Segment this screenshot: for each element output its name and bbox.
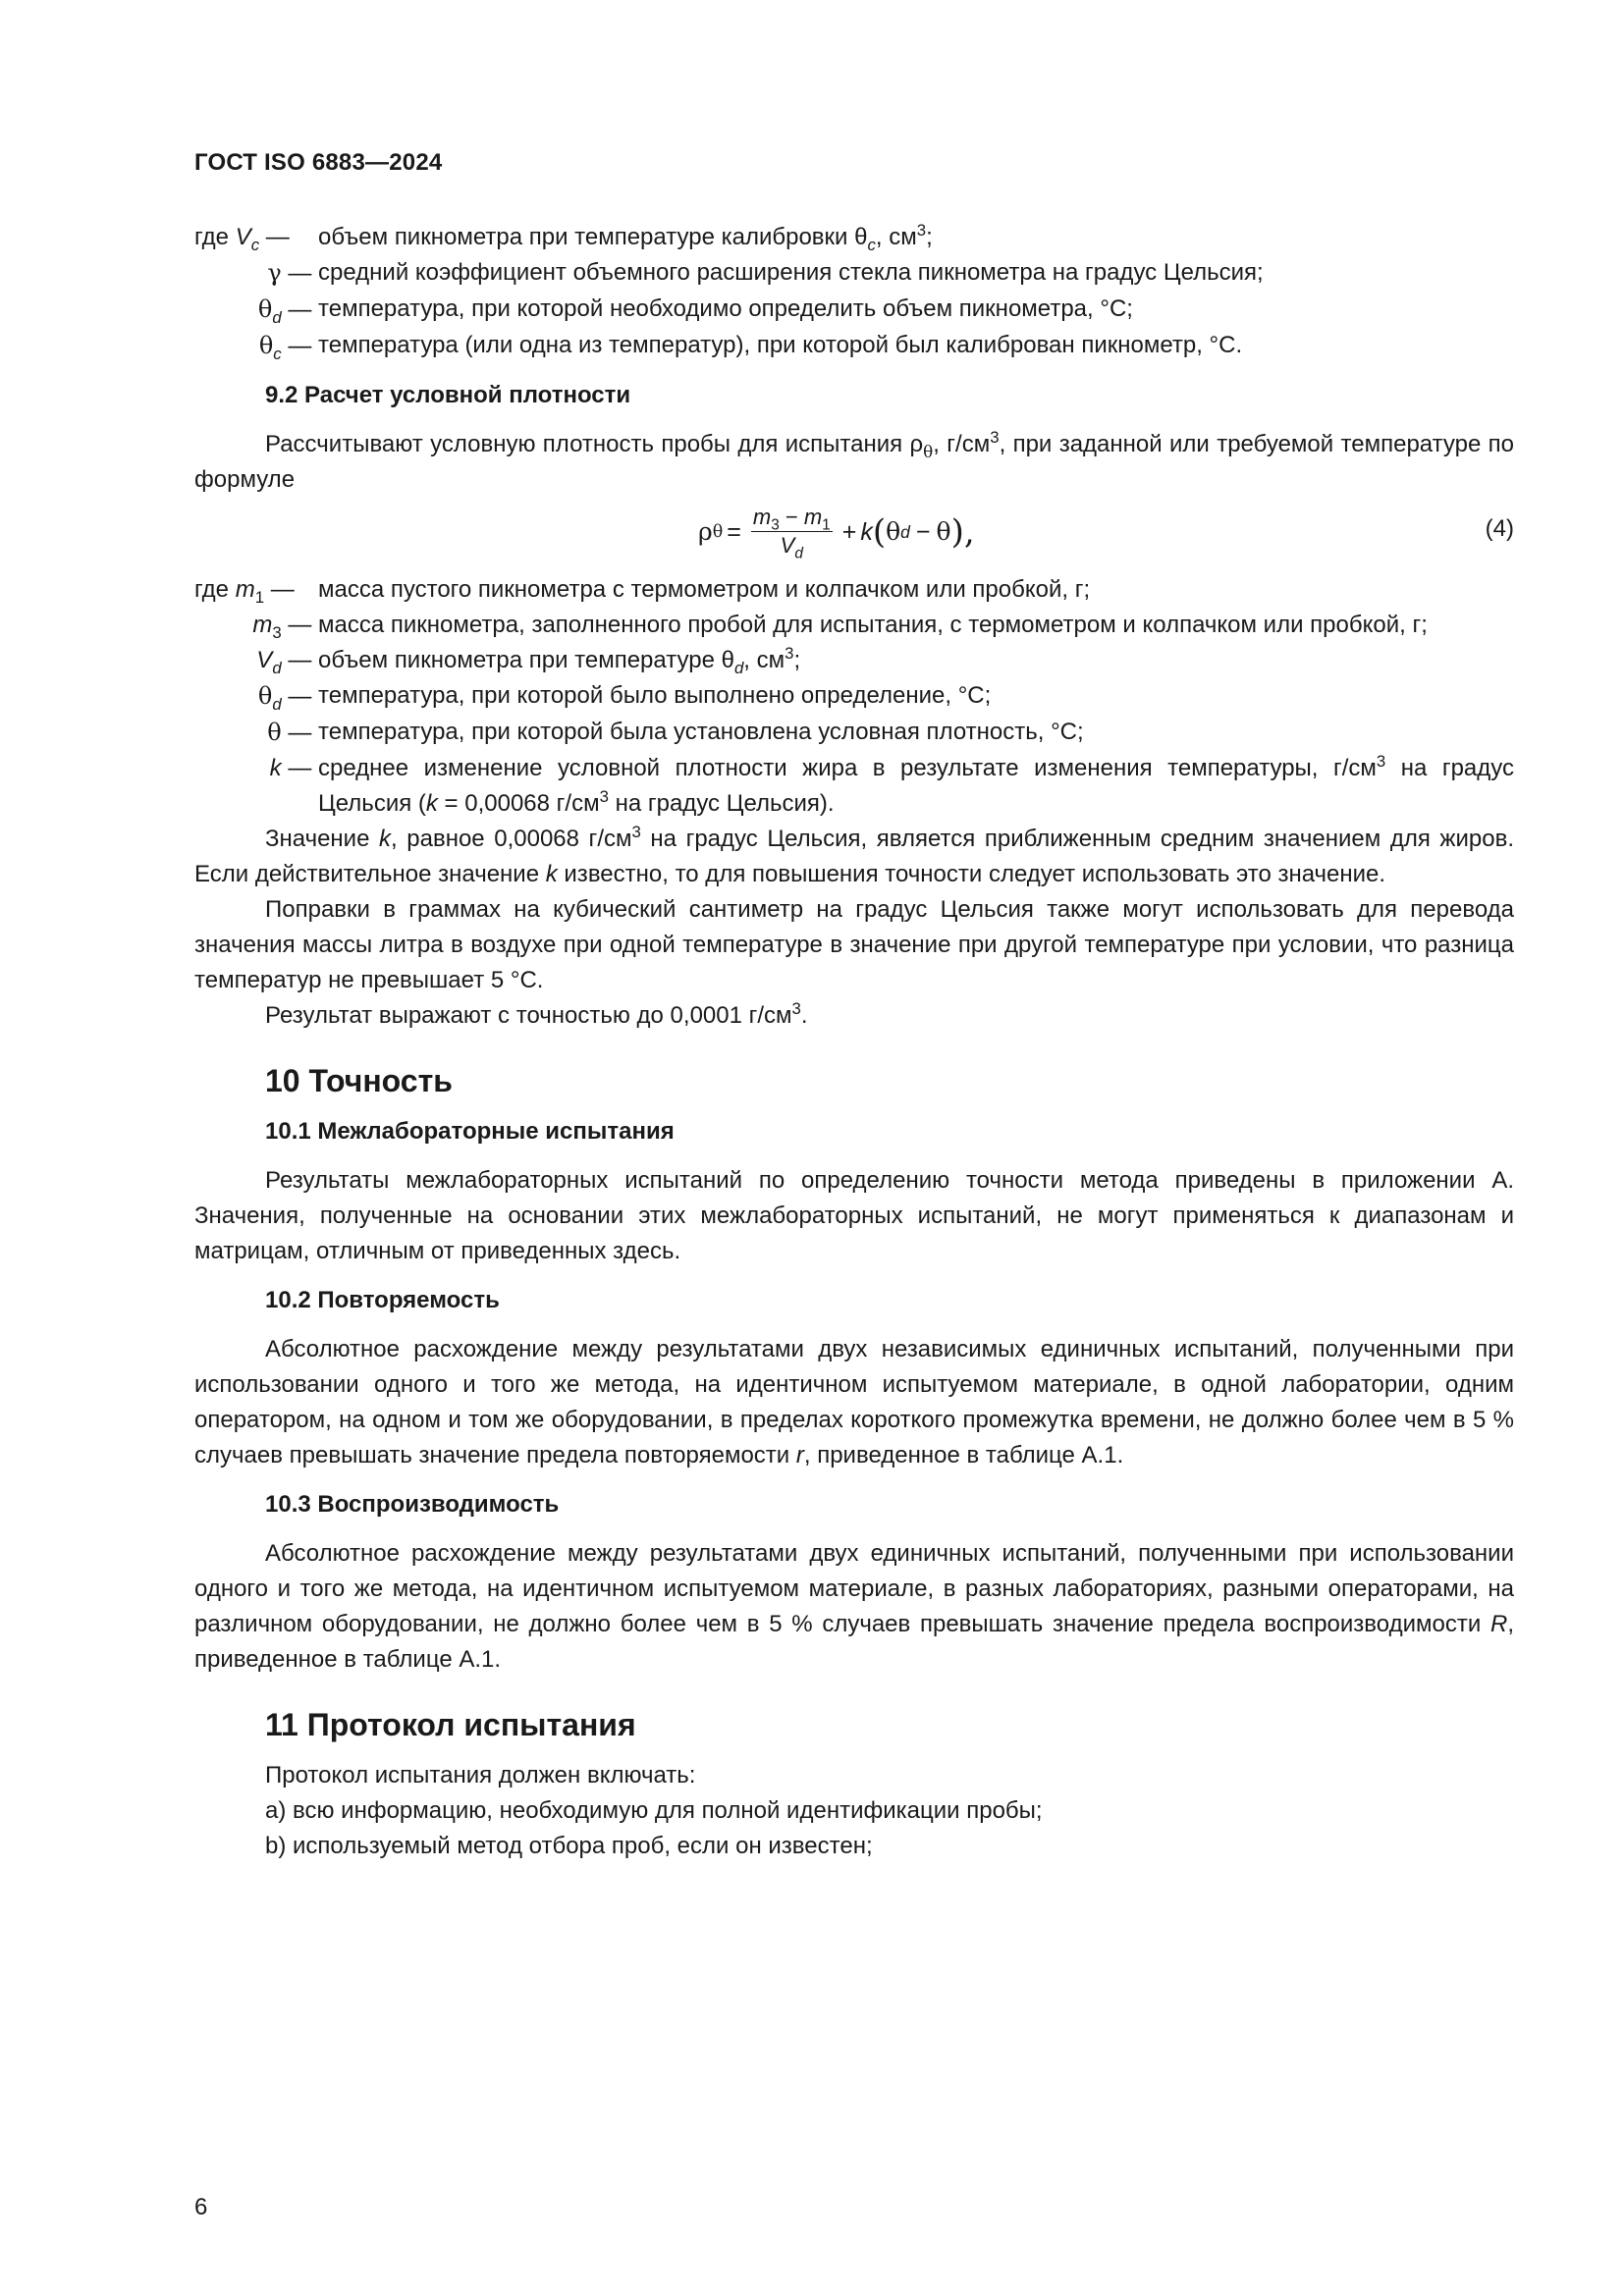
definition-item: где $m_1$ — масса пустого пикнометра с термометром и колпачком или пробкой, г; xyxy=(194,572,1514,608)
formula-fraction: $\frac{m_3 - m_1}{V_d}$ xyxy=(752,505,831,562)
definition-text: масса пикнометра, заполненного пробой для испытания, с термометром и колпачком или пробкой, г; xyxy=(318,612,1428,638)
definition-symbol: V xyxy=(256,647,273,673)
definition-text: температура, при которой необходимо определить объем пикнометра, °С; xyxy=(318,295,1133,322)
definition-text: масса пустого пикнометра с термометром и колпачком или пробкой, г; xyxy=(318,576,1091,603)
section-10-title: 10 Точность xyxy=(265,1063,453,1098)
definition-text: объем пикнометра при температуре θ xyxy=(318,647,734,673)
definition-symbol: θ xyxy=(258,332,274,359)
formula-number: (4) xyxy=(1485,515,1514,542)
paragraph-result: Результат выражают с точностью до 0,0001 $г/см^3$. xyxy=(265,999,808,1029)
paragraph-corrections: Поправки в граммах на кубический сантиметр на градус Цельсия также могут использовать для перевода значения массы литра в воздухе при одной температуре в значение при другой температуре при условии, что разница температур не превышает 5 °С. xyxy=(194,896,1514,993)
definition-text: среднее изменение условной плотности жира в результате изменения температуры, г/см xyxy=(318,755,1377,781)
definition-item: $\theta_c$ — температура (или одна из температур), при которой был калиброван пикнометр, °С. xyxy=(194,328,1514,364)
list-item: a) всю информацию, необходимую для полной идентификации пробы; xyxy=(265,1797,1043,1824)
definition-item: $V_d$ — объем пикнометра при температуре $\theta_d$, $см^3$; xyxy=(256,644,801,677)
definition-item: $m_3$ — масса пикнометра, заполненного пробой для испытания, с термометром и колпачком или пробкой, г; xyxy=(194,608,1514,643)
definition-item: k — среднее изменение условной плотности жира в результате изменения температуры, $г/см^3$ на градус Цельсия (k = 0,00068 $г/см^3$ на градус Цельсия). xyxy=(269,752,1514,817)
definition-symbol: V xyxy=(235,224,251,250)
section-9-2-title: 9.2 Расчет условной плотности xyxy=(265,382,631,408)
definition-text: объем пикнометра при температуре калибровки θ xyxy=(318,224,868,250)
protocol-list xyxy=(194,1793,1514,1864)
definitions-list-1 xyxy=(194,220,1514,364)
definition-symbol: m xyxy=(235,576,255,603)
definition-text: температура, при которой было выполнено определение, °С; xyxy=(318,682,992,709)
section-10-2-title: 10.2 Повторяемость xyxy=(265,1287,500,1313)
document-header: ГОСТ ISO 6883—2024 xyxy=(194,149,443,176)
section-9-2-intro: Рассчитывают условную плотность пробы для испытания $\rho_\theta$, $г/см^3$, при заданной или требуемой температуре по формуле xyxy=(194,428,1514,493)
definition-symbol: γ xyxy=(267,259,282,287)
definition-symbol: θ xyxy=(257,682,273,710)
section-10-1-text: Результаты межлабораторных испытаний по определению точности метода приведены в приложении А. Значения, полученные на основании этих межлабораторных испытаний, не могут применяться к диапазонам и матрицам, отличным от приведенных здесь. xyxy=(194,1167,1514,1264)
paragraph-k-value: Значение k, равное 0,00068 $г/см^3$ на градус Цельсия, является приближенным средним значением для жиров. Если действительное значение k известно, то для повышения точности следует использовать это значение. xyxy=(194,823,1514,887)
section-10-3-text: Абсолютное расхождение между результатами двух единичных испытаний, полученными при использовании одного и того же метода, на идентичном испытуемом материале, в разных лабораториях, разными операторами, на различном оборудовании, не должно более чем в 5 % случаев превышать значение предела воспроизводимости R, приведенное в таблице А.1. xyxy=(194,1540,1514,1673)
section-11-intro: Протокол испытания должен включать: xyxy=(265,1762,696,1789)
formula-expression: ρ θ = $\frac{m_3 - m_1}{V_d}$ + k ( θ d − θ ), xyxy=(698,505,975,562)
definition-item: $\theta_d$ — температура, при которой было выполнено определение, °С; xyxy=(194,678,1514,715)
section-10-3-title: 10.3 Воспроизводимость xyxy=(265,1491,560,1518)
section-10-2-text: Абсолютное расхождение между результатами двух независимых единичных испытаний, полученными при использовании одного и того же метода, на идентичном испытуемом материале, в одной лаборатории, одним оператором, на одном и том же оборудовании, в пределах короткого промежутка времени, не должно более чем в 5 % случаев превышать значение предела повторяемости r, приведенное в таблице А.1. xyxy=(194,1336,1514,1468)
definition-text: температура (или одна из температур), при которой был калиброван пикнометр, °С. xyxy=(318,332,1243,358)
list-item: b) используемый метод отбора проб, если он известен; xyxy=(265,1833,873,1859)
definition-item: $\theta_d$ — температура, при которой необходимо определить объем пикнометра, °С; xyxy=(194,292,1514,328)
definition-lead: где xyxy=(194,224,230,250)
definition-item: θ — температура, при которой была установлена условная плотность, °С; xyxy=(194,715,1514,751)
page-number: 6 xyxy=(194,2194,208,2220)
definition-symbol: k xyxy=(269,755,282,781)
definition-text: температура, при которой была установлена условная плотность, °С; xyxy=(318,719,1084,745)
definition-symbol: m xyxy=(252,612,273,638)
definition-symbol: θ xyxy=(257,295,273,323)
formula-4 xyxy=(194,498,1514,562)
definitions-list-2 xyxy=(194,572,1514,822)
section-11-title: 11 Протокол испытания xyxy=(265,1707,636,1742)
page-content xyxy=(194,220,1514,1864)
definition-item: где $V_c$ — объем пикнометра при температуре калибровки $\theta_c$, $см^3$; xyxy=(194,221,933,254)
definition-lead: где xyxy=(194,576,230,603)
section-10-1-title: 10.1 Межлабораторные испытания xyxy=(265,1118,675,1145)
definition-item: γ — средний коэффициент объемного расширения стекла пикнометра на градус Цельсия; xyxy=(194,255,1514,292)
definition-text: средний коэффициент объемного расширения стекла пикнометра на градус Цельсия; xyxy=(318,259,1264,286)
definition-symbol: θ xyxy=(267,719,282,746)
